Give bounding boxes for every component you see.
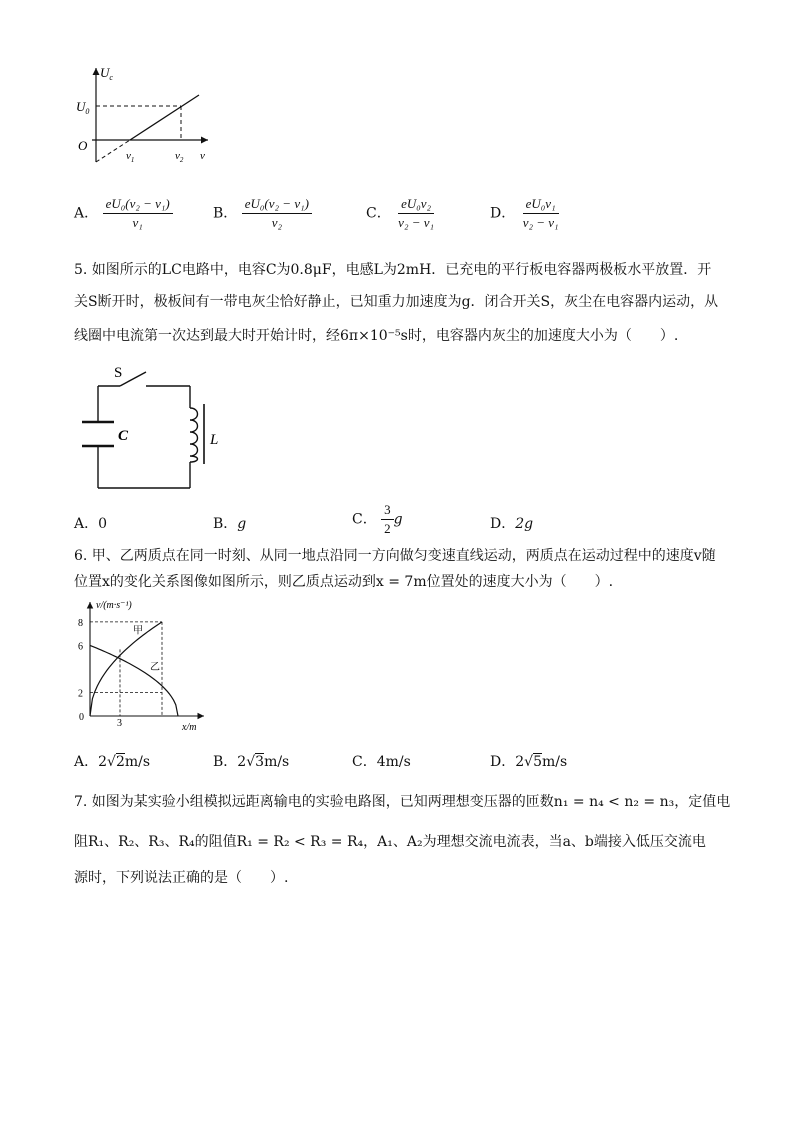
- option-b-fraction: $\frac{\text{eU₀(v₂ − v₁)}}{\text{v₂}}$: [242, 196, 312, 231]
- series-line-yi: [90, 645, 178, 716]
- origin-label: O: [78, 138, 88, 153]
- q4-option-a[interactable]: A． $\frac{\text{eU₀(v₂ − v₁)}}{\text{v₁}}$: [74, 196, 173, 231]
- sqrt-icon: √: [524, 754, 534, 770]
- q5-line-3: 线圈中电流第一次达到最大时开始计时，经6π×10⁻⁵s时，电容器内灰尘的加速度大小为（ ）.: [74, 328, 679, 344]
- q6-line-2: 位置x的变化关系图像如图所示，则乙质点运动到x = 7m位置处的速度大小为（ ）.: [74, 574, 614, 590]
- q7-line-3: 源时，下列说法正确的是（ ）.: [74, 870, 289, 886]
- switch: [120, 372, 146, 386]
- sqrt-icon: √: [246, 754, 256, 770]
- y-axis-label: $U_c$: [100, 65, 113, 82]
- q7-line-2: 阻R₁、R₂、R₃、R₄的阻值R₁ = R₂ < R₃ = R₄，A₁、A₂为理想交流电流表，当a、b端接入低压交流电: [74, 834, 706, 850]
- inductor-label: L: [210, 432, 219, 448]
- y-tick-label: 2: [78, 688, 83, 700]
- q6-option-d[interactable]: D．2√5m/s: [490, 754, 568, 770]
- option-d-fraction: $\frac{\text{eU₀v₁}}{\text{v₂ − v₁}}$: [522, 196, 559, 230]
- extension-dashed: [96, 140, 130, 162]
- x-tick-label: 3: [117, 718, 122, 729]
- q5-option-b[interactable]: B．g: [213, 516, 247, 532]
- v2-label: $v_2$: [175, 150, 184, 164]
- q5-line-1: 5. 如图所示的LC电路中，电容C为0.8μF，电感L为2mH．已充电的平行板电容器两极板水平放置．开: [74, 262, 712, 278]
- y-tick-label: 8: [78, 617, 83, 629]
- inductor-coil: [190, 408, 198, 462]
- x-axis-label: v: [200, 150, 205, 162]
- q6-option-b[interactable]: B．2√3m/s: [213, 754, 290, 770]
- chart-ylabel: v/(m·s⁻¹): [96, 600, 132, 611]
- sqrt-icon: √: [107, 754, 116, 770]
- q5-line-2: 关S断开时，极板间有一带电灰尘恰好静止，已知重力加速度为g．闭合开关S，灰尘在电容器内运动，从: [74, 294, 719, 310]
- capacitor-label: C: [118, 428, 129, 444]
- chart-xlabel: x/m: [182, 722, 197, 733]
- q5-option-a[interactable]: A．0: [74, 516, 108, 532]
- q4-option-b[interactable]: B． $\frac{\text{eU₀(v₂ − v₁)}}{\text{v₂}}$: [213, 196, 312, 231]
- q6-option-c[interactable]: C．4m/s: [352, 754, 411, 770]
- y-tick-label: 6: [78, 641, 83, 653]
- q4-option-d[interactable]: D． $\frac{\text{eU₀v₁}}{\text{v₂ − v₁}}$: [490, 196, 562, 231]
- v1-label: $v_1$: [126, 150, 135, 164]
- chart-origin: 0: [79, 712, 84, 723]
- option-a-fraction: $\frac{\text{eU₀(v₂ − v₁)}}{\text{v₁}}$: [103, 196, 173, 231]
- u0-label: $U_0$: [76, 99, 90, 116]
- q5-option-d[interactable]: D．2g: [490, 516, 534, 532]
- q7-line-1: 7. 如图为某实验小组模拟远距离输电的实验电路图，已知两理想变压器的匝数n₁ = n₄ < n₂ = n₃，定值电: [74, 794, 731, 810]
- q5-option-c[interactable]: C． $\frac{3}{2}$ g: [352, 502, 403, 536]
- lc-circuit-diagram: [74, 360, 234, 498]
- q6-line-1: 6. 甲、乙两质点在同一时刻、从同一地点沿同一方向做匀变速直线运动，两质点在运动过程中的速度v随: [74, 548, 716, 564]
- photoelectric-graph: [74, 62, 234, 172]
- q4-option-c[interactable]: C． $\frac{\text{eU₀v₂}}{\text{v₂ − v₁}}$: [366, 196, 437, 231]
- series-label-yi: 乙: [150, 662, 160, 674]
- switch-label: S: [114, 365, 123, 381]
- velocity-position-chart: [74, 598, 214, 734]
- option-c-fraction: $\frac{3}{2}$: [381, 502, 394, 537]
- q6-option-a[interactable]: A．2√2m/s: [74, 754, 151, 770]
- option-c-fraction: $\frac{\text{eU₀v₂}}{\text{v₂ − v₁}}$: [398, 196, 435, 230]
- series-label-jia: 甲: [133, 625, 143, 637]
- stopping-voltage-line: [130, 95, 199, 140]
